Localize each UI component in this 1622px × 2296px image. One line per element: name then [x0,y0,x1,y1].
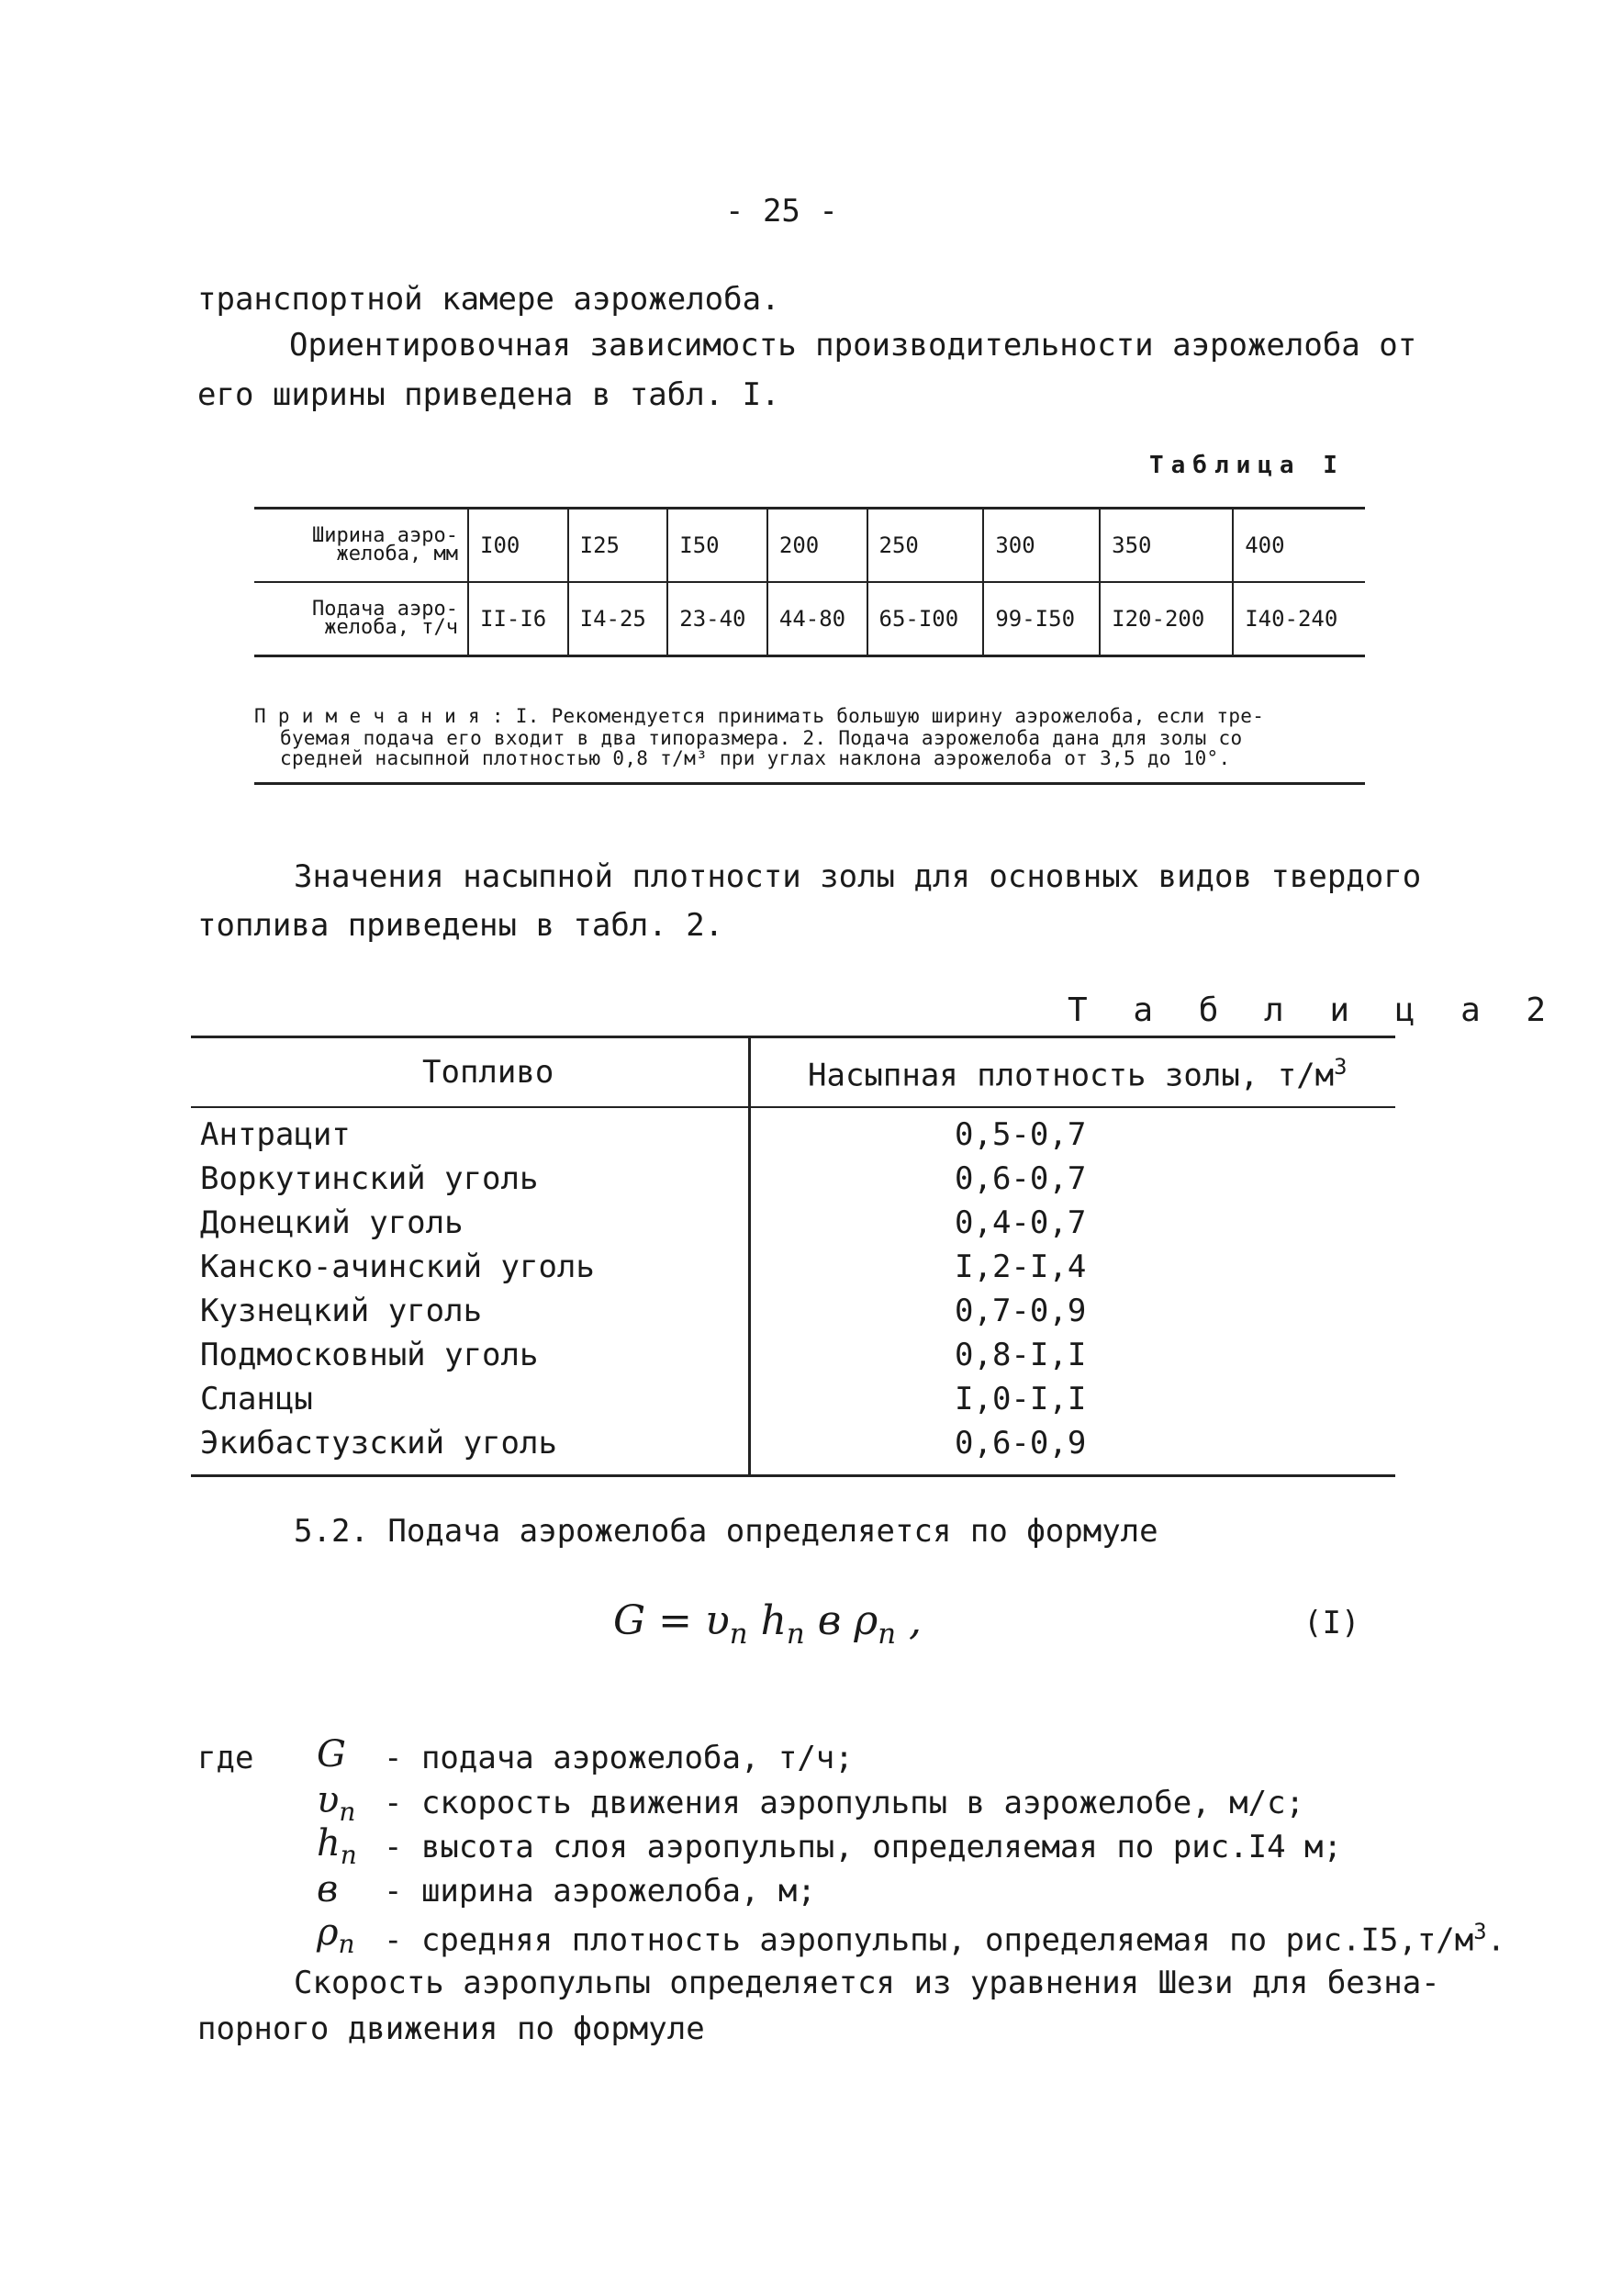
symbol-rho: $\rho_п$ [317,1911,355,1959]
where-label: где [197,1740,254,1776]
table2-header-rule [191,1106,1395,1108]
table2-bottom-rule [191,1474,1395,1477]
def-rho: - средняя плотность аэропульпы, определяемая по $рис.I5,т/м^3$. [384,1919,1506,1959]
para2-line-2: топлива приведены в табл. 2. [197,907,724,944]
def-b: - ширина аэрожелоба, м; [384,1873,816,1910]
table2-density: 0,4-0,7 [955,1204,1087,1241]
symbol-b: в [317,1868,339,1910]
table1-cell: I40-240 [1233,582,1365,656]
intro-line-3: его ширины приведена в табл. I. [197,376,780,413]
def-h: - высота слоя аэропульпы, определяемая по рис.I4 м; [384,1829,1342,1865]
formula-number: (I) [1303,1605,1360,1641]
table2-density: 0,6-0,9 [955,1425,1087,1462]
formula: $G = \upsilon_п$ $h_п$ в $\rho_п$ , [613,1597,923,1651]
table2-density: I,0-I,I [955,1381,1087,1417]
table1-row-header: Подача аэро- желоба, т/ч [254,582,468,656]
table1-note-line-1: П р и м е ч а н и я : I. Рекомендуется принимать большую ширину аэрожелоба, если тре- [254,705,1265,727]
table1-row-width [254,509,1365,583]
table2-header-fuel: Топливо [422,1054,554,1091]
symbol-h: $h_п$ [317,1822,357,1870]
table1-note-rule [254,782,1365,785]
table2-density: 0,7-0,9 [955,1293,1087,1329]
closing-line-1: Скорость аэропульпы определяется из уравнения Шези для безна- [294,1965,1440,2001]
table2-column-divider [748,1036,751,1477]
table1-row-feed [254,582,1365,656]
section-heading: 5.2. Подача аэрожелоба определяется по формуле [294,1513,1158,1550]
page-number: - 25 - [725,193,838,230]
table2-fuel: Экибастузский уголь [200,1425,557,1462]
table2-caption: Т а б л и ц а 2 [1068,991,1560,1029]
table2-fuel: Кузнецкий уголь [200,1293,483,1329]
table2-density: I,2-I,4 [955,1249,1087,1285]
closing-line-2: порного движения по формуле [197,2010,705,2047]
table1-cell: I4-25 [568,582,668,656]
intro-line-2: Ориентировочная зависимость производительности аэрожелоба от [289,327,1417,364]
table1-cell: I50 [667,509,767,583]
table1-cell: 23-40 [667,582,767,656]
def-v: - скорость движения аэропульпы в аэрожелобе, м/с; [384,1785,1305,1821]
table2-density: 0,8-I,I [955,1337,1087,1373]
table2-top-rule [191,1036,1395,1038]
table1-caption: Таблица I [1149,452,1345,479]
table1-note-line-3: средней насыпной плотностью 0,8 т/м³ при углах наклона аэрожелоба от 3,5 до 10°. [280,747,1231,769]
def-g: - подача аэрожелоба, т/ч; [384,1740,854,1776]
table1-cell: 350 [1100,509,1233,583]
para2-line-1: Значения насыпной плотности золы для основных видов твердого [294,858,1422,895]
table1-cell: 250 [867,509,984,583]
table1 [254,507,1365,657]
table2-fuel: Сланцы [200,1381,313,1417]
table2-fuel: Антрацит [200,1116,351,1153]
table2-density: 0,5-0,7 [955,1116,1087,1153]
table1-cell: 65-I00 [867,582,984,656]
table2-fuel: Воркутинский уголь [200,1160,539,1197]
table2-header-density: Насыпная плотность золы, $т/м^3$ [808,1054,1348,1094]
table1-row-header: Ширина аэро- желоба, мм [254,509,468,583]
symbol-g: G [317,1733,346,1775]
table1-note-line-2: буемая подача его входит в два типоразмера. 2. Подача аэрожелоба дана для золы со [280,727,1243,749]
table2-density: 0,6-0,7 [955,1160,1087,1197]
table1-cell: 200 [767,509,867,583]
table2-fuel: Подмосковный уголь [200,1337,539,1373]
table1-cell: I25 [568,509,668,583]
symbol-v: $\upsilon_п$ [317,1779,356,1827]
table1-cell: I00 [468,509,568,583]
intro-line-1: транспортной камере аэрожелоба. [197,281,780,318]
table1-cell: 44-80 [767,582,867,656]
table2-fuel: Канско-ачинский уголь [200,1249,595,1285]
table1-cell: 300 [983,509,1100,583]
table2-fuel: Донецкий уголь [200,1204,464,1241]
table1-cell: I20-200 [1100,582,1233,656]
table1-cell: 99-I50 [983,582,1100,656]
table1-cell: II-I6 [468,582,568,656]
table1-cell: 400 [1233,509,1365,583]
